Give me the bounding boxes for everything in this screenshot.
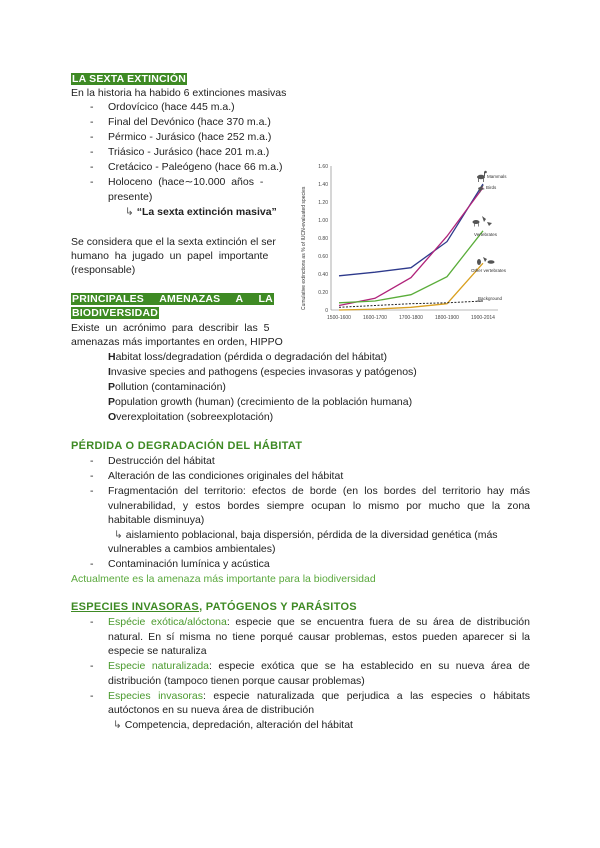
y-tick-label: 1.20 [318,199,328,206]
bullet-dash: - [90,176,94,188]
section-title-amenazas-cont: BIODIVERSIDAD [72,307,159,319]
series-label: Other vertebrates [471,268,507,273]
series-line-vertebrates [339,231,483,303]
bullet-dash: - [90,485,94,497]
intro-text: amenazas más importantes en orden, HIPPO [71,336,283,348]
hippo-item: Invasive species and pathogens (especies invasoras y patógenos) [108,366,417,378]
paragraph-line: humano ha jugado un papel importante [71,250,269,262]
list-item-fragmentacion: Fragmentación del territorio: efectos de borde (en los bordes del territorio hay más [108,485,530,497]
series-label: Background [478,296,503,301]
y-axis-label: Cumulative extinctions as % of IUCN-evaluated species [301,186,307,310]
definition-term: Especie naturalizada [108,660,210,672]
section-title-sexta-extincion: LA SEXTA EXTINCIÓN [72,73,187,85]
bullet-dash: - [90,101,94,113]
list-item: Ordovícico (hace 445 m.a.) [108,101,235,113]
sub-item: ↳ aislamiento poblacional, baja dispersión, pérdida de la diversidad genética (más [114,529,498,541]
list-item: Pérmico - Jurásico (hace 252 m.a.) [108,131,272,143]
sub-quote: “La sexta extinción masiva” [136,206,277,218]
sub-item: ↳ Competencia, depredación, alteración del hábitat [113,719,353,731]
definition-term: Especies invasoras [108,690,204,702]
list-item: Cretácico - Paleógeno (hace 66 m.a.) [108,161,283,173]
y-tick-label: 0.20 [318,289,328,296]
definition-cont: natural. En sí misma no tiene porqué causar problemas, estos pueden aparecer si la [108,631,530,643]
mammal-silhouette-icon [477,171,487,182]
intro-text: Existe un acrónimo para describir las 5 [71,322,270,334]
list-item: Destrucción del hábitat [108,455,215,467]
y-tick-label: 0.60 [318,253,328,260]
chart-series [339,184,483,310]
definition-term: Espécie exótica/alóctona [108,616,227,628]
definition-cont: autóctonos en su nueva área de distribución [108,704,315,716]
definition-item: Especies invasoras: especie naturalizada que perjudica a las especies o hábitats [108,690,530,702]
hippo-item: Population growth (human) (crecimiento de la población humana) [108,396,413,408]
x-tick-label: 1900-2014 [471,315,495,321]
vertebrates-silhouette-icon [473,216,493,227]
return-arrow-icon: ↳ [113,719,122,731]
y-tick-label: 0.40 [318,271,328,278]
paragraph-line: Se considera que el la sexta extinción el ser [71,236,276,248]
highlight-note: Actualmente es la amenaza más importante para la biodiversidad [71,573,376,585]
x-tick-label: 1500-1600 [327,315,351,321]
definition-cont: especie se naturaliza [108,645,207,657]
definition-cont: distribución (tampoco tienen porque causar problemas) [108,675,365,687]
series-labels [471,174,507,301]
return-arrow-icon: ↳ [125,206,134,218]
bullet-dash: - [90,455,94,467]
y-tick-label: 1.60 [318,163,328,170]
series-line-mammals [339,184,483,276]
list-item-fragmentacion-cont: vulnerabilidad, y estos bordes siempre ocupan lo mismo por mucho que la zona [108,500,530,512]
x-axis-ticks [327,315,495,321]
x-tick-label: 1600-1700 [363,315,387,321]
sub-item-cont: vulnerables a cambios ambientales) [108,543,276,555]
definition-item: Especie naturalizada: especie exótica que se ha establecido en su nueva área de [108,660,530,672]
series-line-other-vertebrates [339,263,483,310]
series-label: Mammals [487,174,507,179]
y-tick-label: 1.00 [318,217,328,224]
y-tick-label: 0 [325,307,328,314]
sub-item [125,206,277,219]
list-item: Final del Devónico (hace 370 m.a.) [108,116,271,128]
hippo-item: Pollution (contaminación) [108,381,226,393]
bullet-dash: - [90,161,94,173]
paragraph-line: (responsable) [71,264,136,276]
return-arrow-icon: ↳ [114,529,123,541]
y-tick-label: 0.80 [318,235,328,242]
hippo-item: Habitat loss/degradation (pérdida o degradación del hábitat) [108,351,388,363]
bullet-dash: - [90,558,94,570]
intro-text: En la historia ha habido 6 extinciones masivas [71,87,287,99]
series-label: Vertebrates [474,232,498,237]
line-chart [298,158,528,326]
bullet-dash: - [90,690,94,702]
other-vertebrates-silhouette-icon [477,257,495,265]
bullet-dash: - [90,470,94,482]
extinction-chart [298,158,528,326]
hippo-item: Overexploitation (sobreexplotación) [108,411,274,423]
list-item-holocene: Holoceno (hace∼10.000 años - [108,176,264,188]
list-item: Triásico - Jurásico (hace 201 m.a.) [108,146,270,158]
bullet-dash: - [90,146,94,158]
series-label: Birds [486,185,497,190]
section-title-amenazas: PRINCIPALES AMENAZAS A LA [72,293,273,305]
y-axis-ticks [318,164,328,314]
bullet-dash: - [90,131,94,143]
list-item-holocene-cont: presente) [108,191,153,203]
x-tick-label: 1700-1800 [399,315,423,321]
bullet-dash: - [90,660,94,672]
list-item: Alteración de las condiciones originales del hábitat [108,470,344,482]
section-title-especies-invasoras: ESPECIES INVASORAS, PATÓGENOS Y PARÁSITOS [71,601,357,613]
list-item: Contaminación lumínica y acústica [108,558,270,570]
definition-item: Espécie exótica/alóctona: especie que se encuentra fuera de su área de distribución [108,616,530,628]
section-title-perdida: PÉRDIDA O DEGRADACIÓN DEL HÁBITAT [71,440,303,452]
x-tick-label: 1800-1900 [435,315,459,321]
bullet-dash: - [90,116,94,128]
bullet-dash: - [90,616,94,628]
list-item-fragmentacion-cont: habitable disminuya) [108,514,205,526]
y-tick-label: 1.40 [318,181,328,188]
